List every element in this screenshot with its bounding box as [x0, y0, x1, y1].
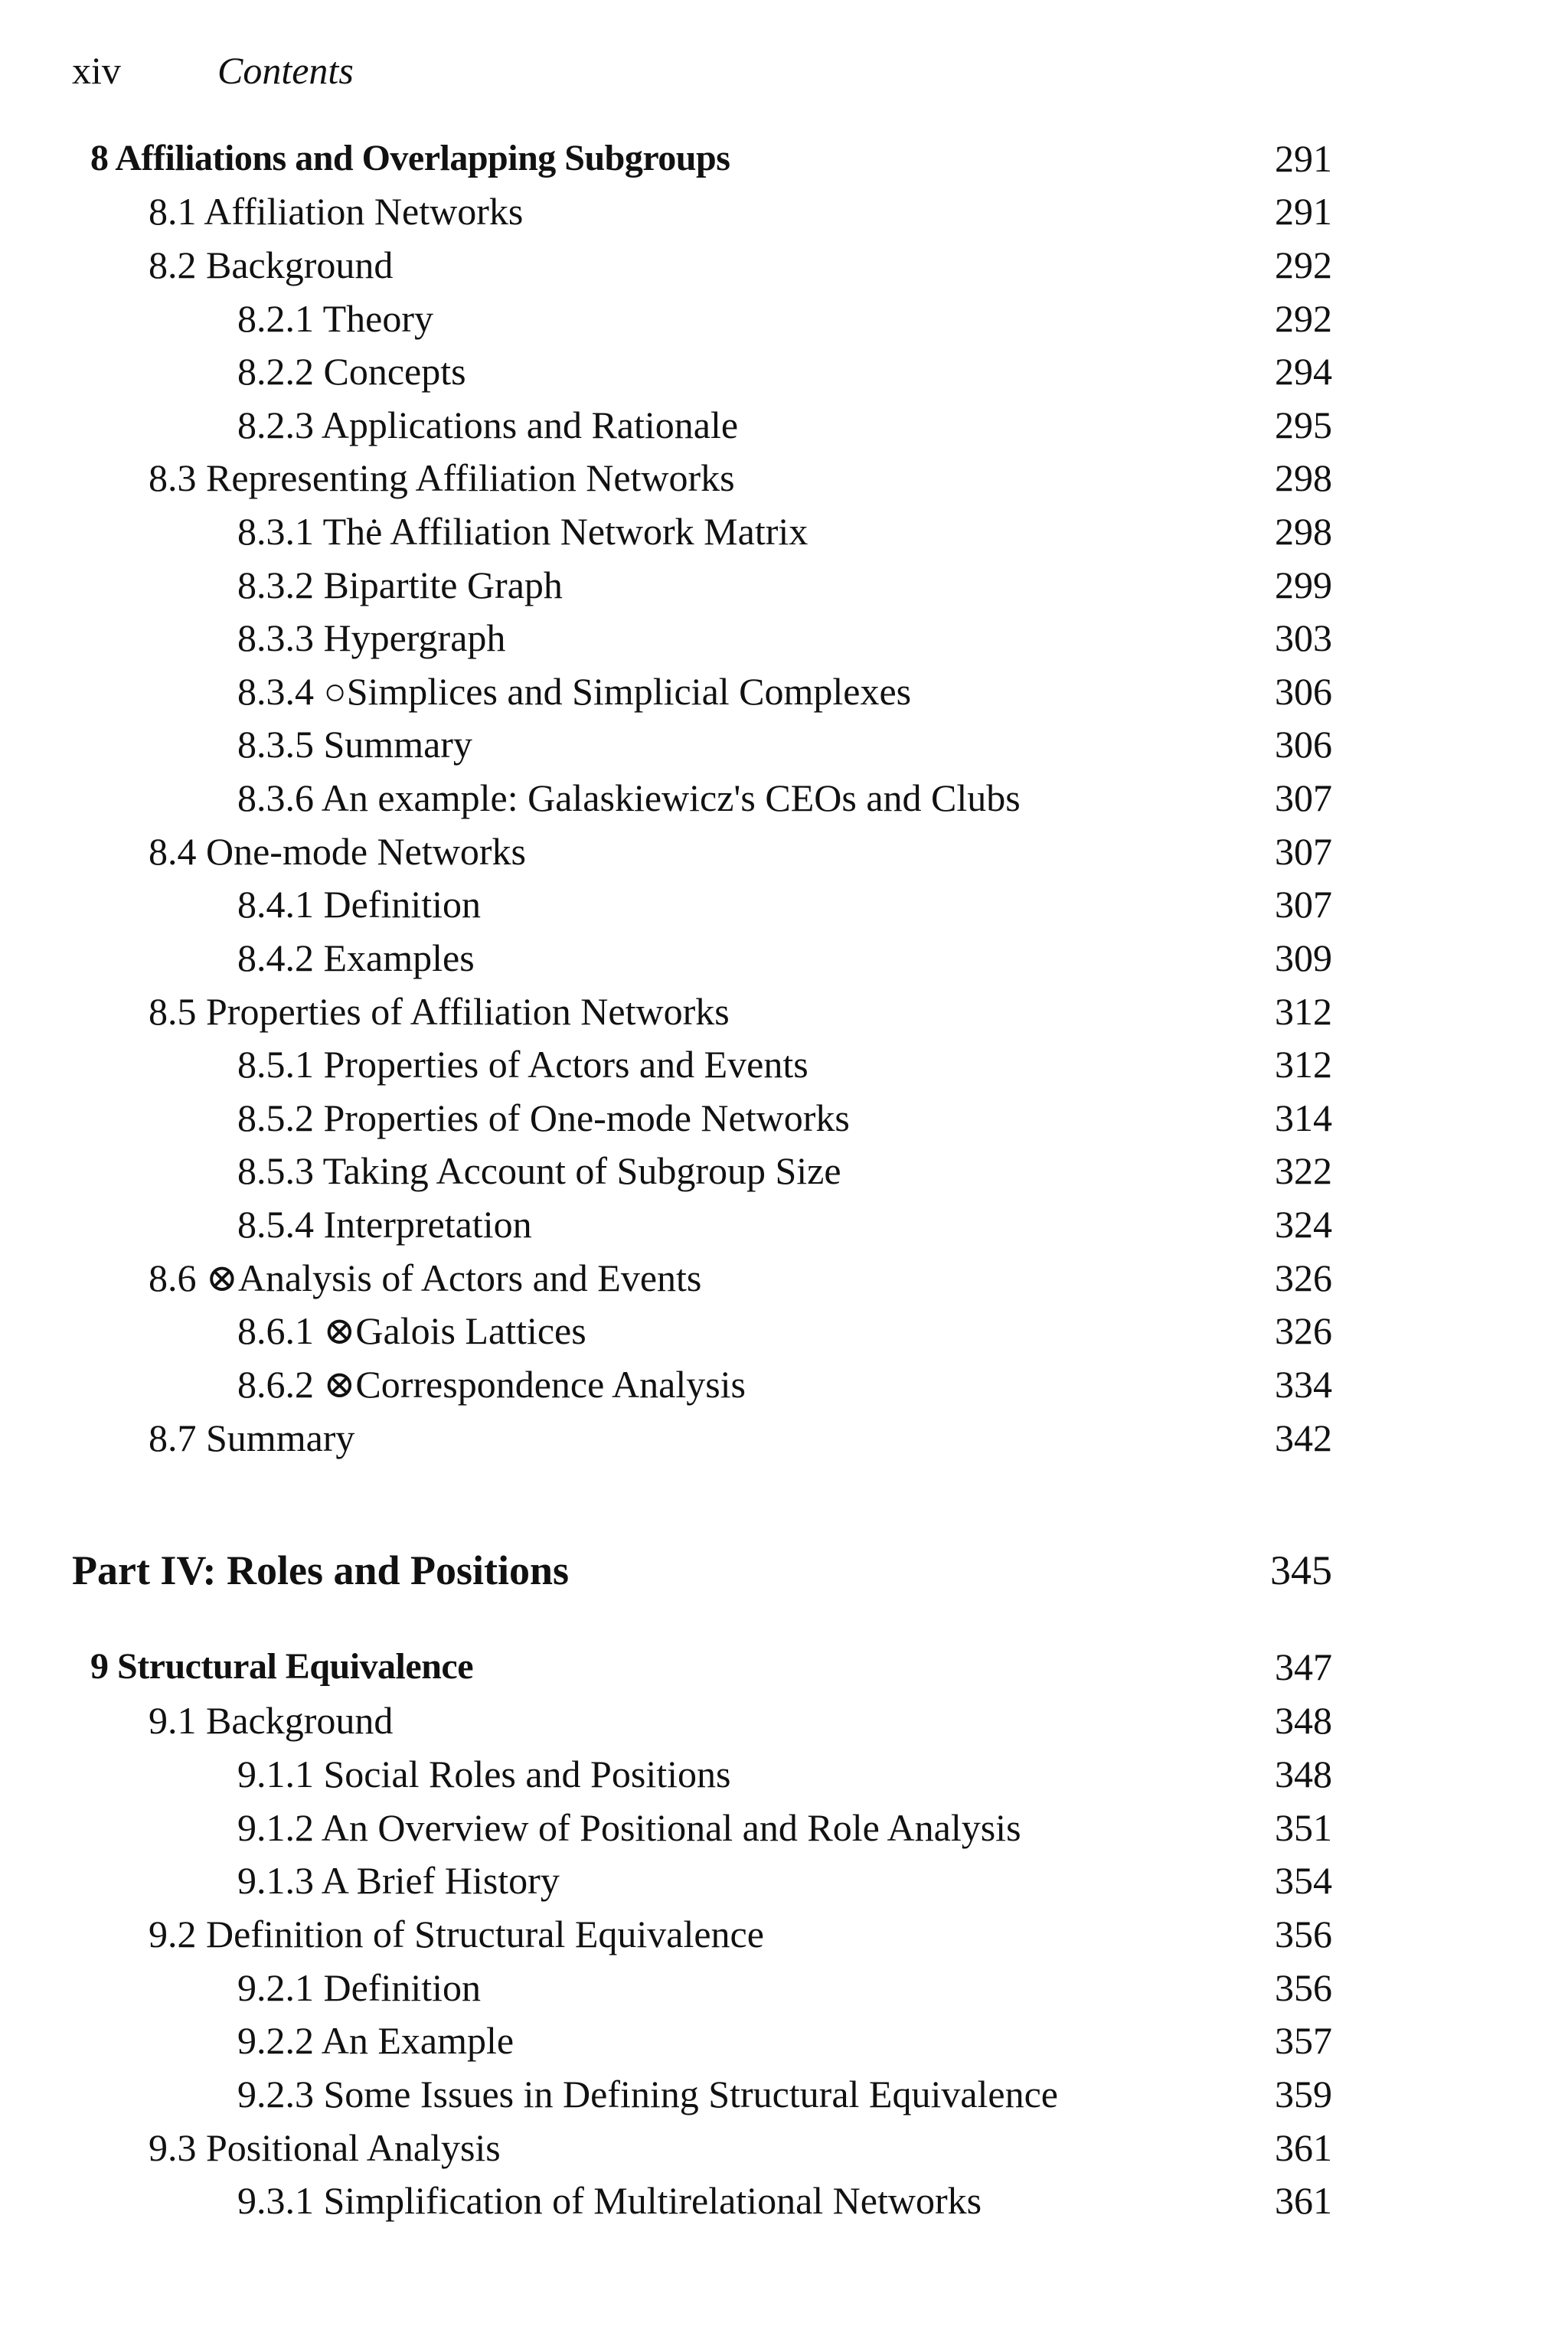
toc-entry-page: 334 [1275, 1363, 1332, 1406]
toc-entry-title: 8.5 Properties of Affiliation Networks [149, 990, 730, 1033]
toc-entry [0, 720, 1568, 768]
toc-entry-title: 9.2.3 Some Issues in Defining Structural Equivalence [237, 2073, 1058, 2115]
toc-entry-title: 8.2.2 Concepts [237, 350, 466, 393]
toc-entry-title: 8.4.2 Examples [237, 936, 475, 979]
toc-entry [0, 1041, 1568, 1088]
toc-entry [0, 1147, 1568, 1194]
toc-entry-title: 9.1.1 Social Roles and Positions [237, 1753, 731, 1795]
toc-entry-page: 342 [1275, 1416, 1332, 1459]
toc-entry [0, 561, 1568, 609]
toc-entry-title: 8.2 Background [149, 243, 394, 286]
toc-entry [0, 454, 1568, 502]
toc-entry-page: 306 [1275, 670, 1332, 713]
toc-entry [0, 614, 1568, 662]
toc-entry [0, 1643, 1568, 1691]
toc-entry [0, 1750, 1568, 1798]
toc-entry-page: 292 [1275, 243, 1332, 286]
toc-entry-page: 309 [1275, 936, 1332, 979]
toc-entry-page: 312 [1275, 1043, 1332, 1086]
toc-entry-title: 8.3.4 ○Simplices and Simplicial Complexes [237, 670, 912, 713]
toc-entry-title: 8.3 Representing Affiliation Networks [149, 456, 735, 499]
toc-entry-page: 307 [1275, 776, 1332, 819]
toc-entry-page: 354 [1275, 1859, 1332, 1902]
toc-entry-title: 8.1 Affiliation Networks [149, 190, 524, 233]
toc-entry-page: 348 [1275, 1699, 1332, 1742]
toc-entry [0, 2124, 1568, 2171]
toc-entry [0, 668, 1568, 715]
toc-entry-page: 361 [1275, 2179, 1332, 2222]
toc-entry-page: 307 [1275, 830, 1332, 873]
toc-entry-title: 9.1 Background [149, 1699, 394, 1742]
running-head-title: Contents [217, 49, 354, 92]
toc-entry [0, 241, 1568, 289]
toc-entry-page: 351 [1275, 1806, 1332, 1849]
toc-entry-page: 361 [1275, 2126, 1332, 2169]
toc-entry [0, 934, 1568, 982]
toc-entry [0, 880, 1568, 928]
toc-entry-page: 324 [1275, 1203, 1332, 1246]
toc-entry-page: 322 [1275, 1149, 1332, 1192]
toc-entry [0, 1201, 1568, 1248]
toc-entry-page: 314 [1275, 1096, 1332, 1139]
toc-entry-page: 347 [1275, 1645, 1332, 1688]
toc-entry-title: 9.2.2 An Example [237, 2019, 514, 2062]
toc-entry [0, 1964, 1568, 2011]
toc-entry-page: 294 [1275, 350, 1332, 393]
toc-entry [0, 2070, 1568, 2118]
toc-entry-title: 9.3.1 Simplification of Multirelational Networks [237, 2179, 982, 2222]
toc-entry [0, 988, 1568, 1035]
toc-entry [0, 295, 1568, 342]
toc-entry [0, 348, 1568, 395]
toc-entry-title: 8.5.1 Properties of Actors and Events [237, 1043, 808, 1086]
toc-entry-title: 8.3.5 Summary [237, 723, 472, 766]
toc-entry-title: 9.1.3 A Brief History [237, 1859, 560, 1902]
page-number: xiv [72, 49, 121, 92]
toc-entry-page: 345 [1270, 1547, 1332, 1593]
toc-entry [0, 508, 1568, 555]
toc-entry-title: 8.3.1 Thė Affiliation Network Matrix [237, 510, 808, 553]
toc-entry-page: 306 [1275, 723, 1332, 766]
toc-entry-page: 291 [1275, 190, 1332, 233]
toc-entry-page: 356 [1275, 1966, 1332, 2009]
toc-entry-page: 291 [1275, 137, 1332, 180]
toc-entry-page: 326 [1275, 1309, 1332, 1352]
toc-entry [0, 401, 1568, 449]
toc-entry-title: 8.4 One-mode Networks [149, 830, 526, 873]
toc-entry-title: 8.2.1 Theory [237, 297, 433, 340]
toc-entry-page: 298 [1275, 510, 1332, 553]
toc-entry-page: 356 [1275, 1913, 1332, 1955]
toc-entry-title: 8.7 Summary [149, 1416, 355, 1459]
toc-entry-page: 295 [1275, 403, 1332, 446]
toc-entry-page: 359 [1275, 2073, 1332, 2115]
toc-entry-title: 8.6.2 ⊗Correspondence Analysis [237, 1363, 746, 1406]
toc-entry-title: 8.6.1 ⊗Galois Lattices [237, 1309, 586, 1352]
toc-entry-title: 8.5.2 Properties of One-mode Networks [237, 1096, 850, 1139]
toc-entry [0, 135, 1568, 182]
toc-entry [0, 1094, 1568, 1142]
toc-entry [0, 1547, 1568, 1594]
toc-entry-page: 303 [1275, 616, 1332, 659]
toc-entry-title: 8.6 ⊗Analysis of Actors and Events [149, 1256, 702, 1299]
toc-entry-page: 348 [1275, 1753, 1332, 1795]
toc-entry-page: 312 [1275, 990, 1332, 1033]
toc-entry [0, 188, 1568, 235]
toc-entry-title: 8.5.4 Interpretation [237, 1203, 532, 1246]
toc-entry [0, 2017, 1568, 2064]
toc-entry-title: 8.3.6 An example: Galaskiewicz's CEOs and Clubs [237, 776, 1021, 819]
toc-entry-title: 8.2.3 Applications and Rationale [237, 403, 739, 446]
toc-entry [0, 1361, 1568, 1408]
toc-entry-title: 9.3 Positional Analysis [149, 2126, 501, 2169]
toc-entry [0, 774, 1568, 822]
toc-entry-title: 9.1.2 An Overview of Positional and Role Analysis [237, 1806, 1021, 1849]
toc-entry-title: 8.3.2 Bipartite Graph [237, 564, 563, 606]
running-head [72, 47, 354, 93]
toc-entry-title: 9.2 Definition of Structural Equivalence [149, 1913, 764, 1955]
toc-entry [0, 1804, 1568, 1851]
toc-entry-page: 307 [1275, 883, 1332, 926]
toc-entry-title: 8.4.1 Definition [237, 883, 482, 926]
toc-entry [0, 1857, 1568, 1904]
toc-entry [0, 1254, 1568, 1302]
toc-entry [0, 1414, 1568, 1462]
toc-entry [0, 1307, 1568, 1354]
toc-entry-page: 326 [1275, 1256, 1332, 1299]
toc-entry-title: 8.3.3 Hypergraph [237, 616, 506, 659]
toc-entry [0, 1697, 1568, 1744]
toc-entry [0, 2177, 1568, 2224]
toc-entry-title: 8.5.3 Taking Account of Subgroup Size [237, 1149, 841, 1192]
toc-entry-page: 298 [1275, 456, 1332, 499]
toc-entry-title: 8 Affiliations and Overlapping Subgroups [90, 138, 730, 178]
toc-entry [0, 1910, 1568, 1958]
toc-entry-title: Part IV: Roles and Positions [72, 1547, 570, 1593]
toc-entry-title: 9 Structural Equivalence [90, 1646, 473, 1687]
toc-entry-title: 9.2.1 Definition [237, 1966, 482, 2009]
toc-entry-page: 292 [1275, 297, 1332, 340]
toc-entry-page: 357 [1275, 2019, 1332, 2062]
toc-entry [0, 828, 1568, 875]
toc-entry-page: 299 [1275, 564, 1332, 606]
